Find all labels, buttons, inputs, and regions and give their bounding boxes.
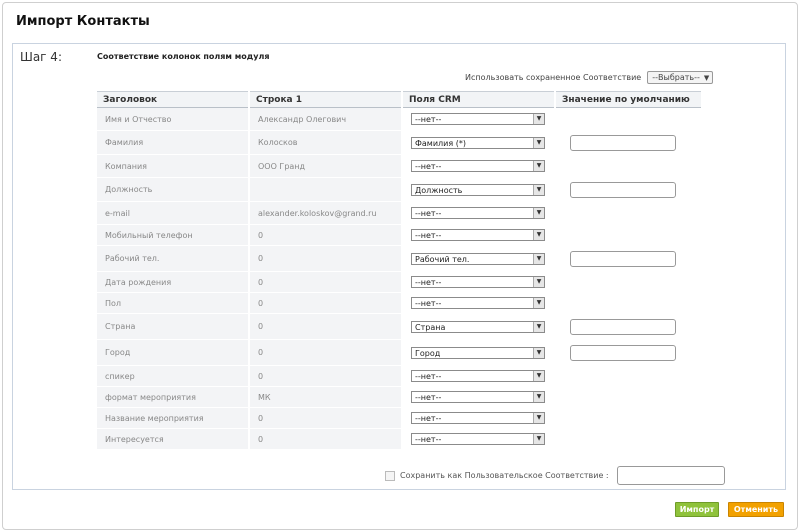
crm-field-select[interactable]: --нет-- ▼ [411, 433, 545, 445]
row-value: 0 [249, 429, 402, 450]
crm-field-select[interactable]: Фамилия (*) ▼ [411, 137, 545, 149]
table-header-row [97, 92, 701, 108]
crm-field-select[interactable]: --нет-- ▼ [411, 370, 545, 382]
row-value: ООО Гранд [249, 155, 402, 178]
crm-field-select[interactable]: --нет-- ▼ [411, 207, 545, 219]
dropdown-arrow-icon: ▼ [533, 434, 544, 444]
row-header: Город [97, 340, 249, 366]
mapping-table [97, 91, 701, 450]
crm-field-select[interactable]: --нет-- ▼ [411, 160, 545, 172]
row-header: e-mail [97, 202, 249, 225]
row-value: Колосков [249, 131, 402, 155]
crm-field-select[interactable]: Рабочий тел. ▼ [411, 253, 545, 265]
row-header: Пол [97, 293, 249, 314]
row-header: Фамилия [97, 131, 249, 155]
dropdown-arrow-icon: ▼ [533, 185, 544, 195]
default-value-input[interactable] [570, 182, 676, 198]
row-header: Рабочий тел. [97, 246, 249, 272]
crm-field-select[interactable]: --нет-- ▼ [411, 297, 545, 309]
crm-field-select[interactable]: --нет-- ▼ [411, 276, 545, 288]
crm-field-select[interactable]: --нет-- ▼ [411, 113, 545, 125]
table-row [97, 155, 701, 178]
row-value: 0 [249, 340, 402, 366]
dropdown-arrow-icon: ▼ [533, 298, 544, 308]
row-value: Александр Олегович [249, 108, 402, 131]
row-value: 0 [249, 408, 402, 429]
row-value [249, 178, 402, 202]
saved-mapping-value: --Выбрать-- [652, 73, 700, 82]
dropdown-arrow-icon: ▼ [533, 230, 544, 240]
save-custom-name-input[interactable] [617, 466, 725, 485]
table-row [97, 293, 701, 314]
row-header: формат мероприятия [97, 387, 249, 408]
row-header: спикер [97, 366, 249, 387]
table-row [97, 202, 701, 225]
table-row [97, 387, 701, 408]
crm-field-select[interactable]: Должность ▼ [411, 184, 545, 196]
saved-mapping-label: Использовать сохраненное Соответствие [465, 73, 642, 82]
row-value: 0 [249, 272, 402, 293]
column-header-default: Значение по умолчанию [555, 92, 701, 108]
step-description: Соответствие колонок полям модуля [97, 52, 270, 61]
table-row [97, 314, 701, 340]
save-custom-mapping-row [385, 466, 725, 485]
default-value-input[interactable] [570, 251, 676, 267]
column-header-row1: Строка 1 [249, 92, 402, 108]
table-row [97, 408, 701, 429]
row-header: Мобильный телефон [97, 225, 249, 246]
dropdown-arrow-icon: ▼ [533, 392, 544, 402]
table-row [97, 225, 701, 246]
crm-field-select[interactable]: --нет-- ▼ [411, 391, 545, 403]
default-value-input[interactable] [570, 135, 676, 151]
dropdown-arrow-icon: ▼ [533, 413, 544, 423]
dropdown-arrow-icon: ▼ [703, 74, 710, 82]
table-row [97, 340, 701, 366]
dropdown-arrow-icon: ▼ [533, 277, 544, 287]
crm-field-select[interactable]: Страна ▼ [411, 321, 545, 333]
crm-field-select[interactable]: --нет-- ▼ [411, 412, 545, 424]
save-custom-checkbox[interactable] [385, 471, 395, 481]
row-header: Должность [97, 178, 249, 202]
table-row [97, 131, 701, 155]
import-button[interactable]: Импорт [675, 502, 719, 517]
row-value: МК [249, 387, 402, 408]
dropdown-arrow-icon: ▼ [533, 138, 544, 148]
default-value-input[interactable] [570, 319, 676, 335]
page-title: Импорт Контакты [16, 14, 150, 29]
row-header: Компания [97, 155, 249, 178]
row-value: 0 [249, 225, 402, 246]
row-value: 0 [249, 314, 402, 340]
saved-mapping-select[interactable] [647, 71, 713, 84]
dropdown-arrow-icon: ▼ [533, 208, 544, 218]
column-header-heading: Заголовок [97, 92, 249, 108]
cancel-button[interactable]: Отменить [728, 502, 784, 517]
save-custom-label: Сохранить как Пользовательское Соответствие : [400, 471, 609, 480]
column-header-crm: Поля CRM [402, 92, 555, 108]
table-row [97, 366, 701, 387]
row-value: 0 [249, 366, 402, 387]
step-label: Шаг 4: [20, 50, 62, 64]
dropdown-arrow-icon: ▼ [533, 161, 544, 171]
row-value: 0 [249, 293, 402, 314]
row-header: Страна [97, 314, 249, 340]
dropdown-arrow-icon: ▼ [533, 254, 544, 264]
row-header: Дата рождения [97, 272, 249, 293]
row-header: Имя и Отчество [97, 108, 249, 131]
saved-mapping-row [465, 71, 713, 84]
dropdown-arrow-icon: ▼ [533, 114, 544, 124]
table-row [97, 178, 701, 202]
table-row [97, 108, 701, 131]
crm-field-select[interactable]: --нет-- ▼ [411, 229, 545, 241]
crm-field-select[interactable]: Город ▼ [411, 347, 545, 359]
table-row [97, 272, 701, 293]
default-value-input[interactable] [570, 345, 676, 361]
table-row [97, 429, 701, 450]
dropdown-arrow-icon: ▼ [533, 348, 544, 358]
row-header: Название мероприятия [97, 408, 249, 429]
row-value: 0 [249, 246, 402, 272]
dropdown-arrow-icon: ▼ [533, 371, 544, 381]
row-header: Интересуется [97, 429, 249, 450]
dropdown-arrow-icon: ▼ [533, 322, 544, 332]
row-value: alexander.koloskov@grand.ru [249, 202, 402, 225]
table-row [97, 246, 701, 272]
